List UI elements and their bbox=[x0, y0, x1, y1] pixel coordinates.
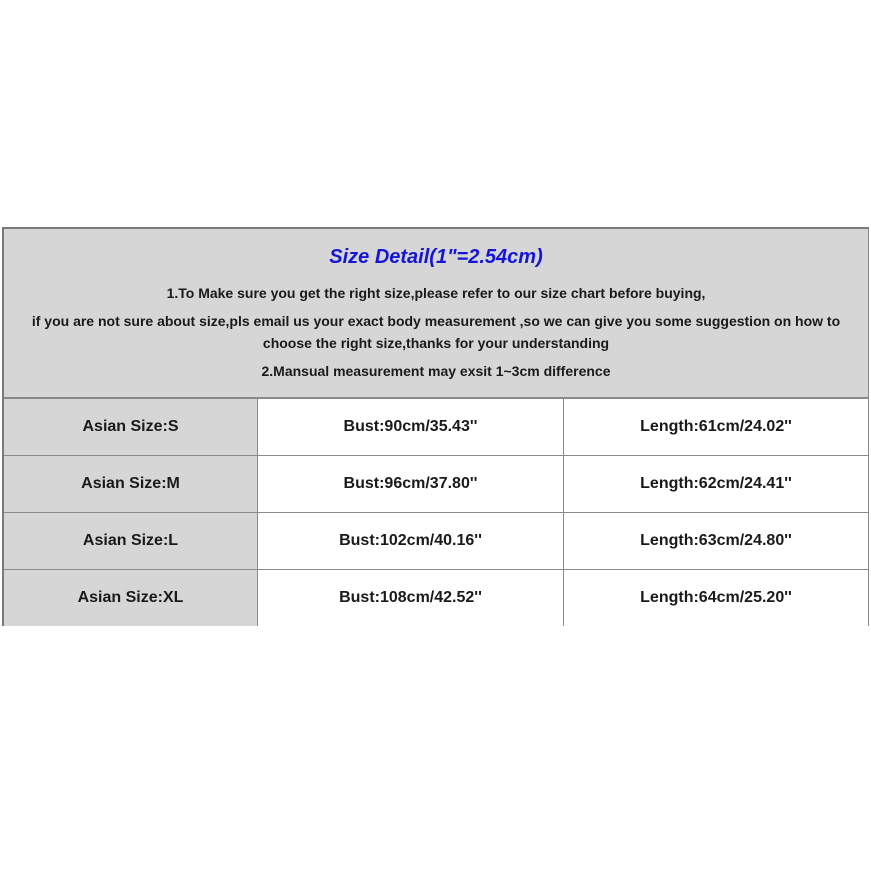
size-note-line-3: choose the right size,thanks for your understanding bbox=[262, 335, 610, 351]
table-row bbox=[4, 456, 869, 513]
length-cell: Length:64cm/25.20'' bbox=[564, 570, 869, 626]
bust-cell: Bust:90cm/35.43'' bbox=[258, 399, 564, 455]
length-cell: Length:62cm/24.41'' bbox=[564, 456, 869, 512]
size-detail-title: Size Detail(1"=2.54cm) bbox=[329, 246, 543, 268]
size-note-line-4: 2.Mansual measurement may exsit 1~3cm difference bbox=[261, 363, 611, 379]
size-chart-table bbox=[2, 227, 869, 626]
size-detail-header bbox=[4, 229, 869, 399]
size-cell: Asian Size:L bbox=[4, 513, 258, 569]
bust-cell: Bust:108cm/42.52'' bbox=[258, 570, 564, 626]
size-note-line-1: 1.To Make sure you get the right size,please refer to our size chart before buying, bbox=[166, 285, 706, 301]
size-cell: Asian Size:XL bbox=[4, 570, 258, 626]
bust-cell: Bust:96cm/37.80'' bbox=[258, 456, 564, 512]
size-cell: Asian Size:S bbox=[4, 399, 258, 455]
length-cell: Length:63cm/24.80'' bbox=[564, 513, 869, 569]
table-row bbox=[4, 570, 869, 626]
table-row bbox=[4, 513, 869, 570]
size-cell: Asian Size:M bbox=[4, 456, 258, 512]
size-note-line-2: if you are not sure about size,pls email us your exact body measurement ,so we can give you some suggestion on how to bbox=[31, 313, 841, 329]
table-row bbox=[4, 399, 869, 456]
length-cell: Length:61cm/24.02'' bbox=[564, 399, 869, 455]
bust-cell: Bust:102cm/40.16'' bbox=[258, 513, 564, 569]
size-rows bbox=[4, 399, 869, 626]
